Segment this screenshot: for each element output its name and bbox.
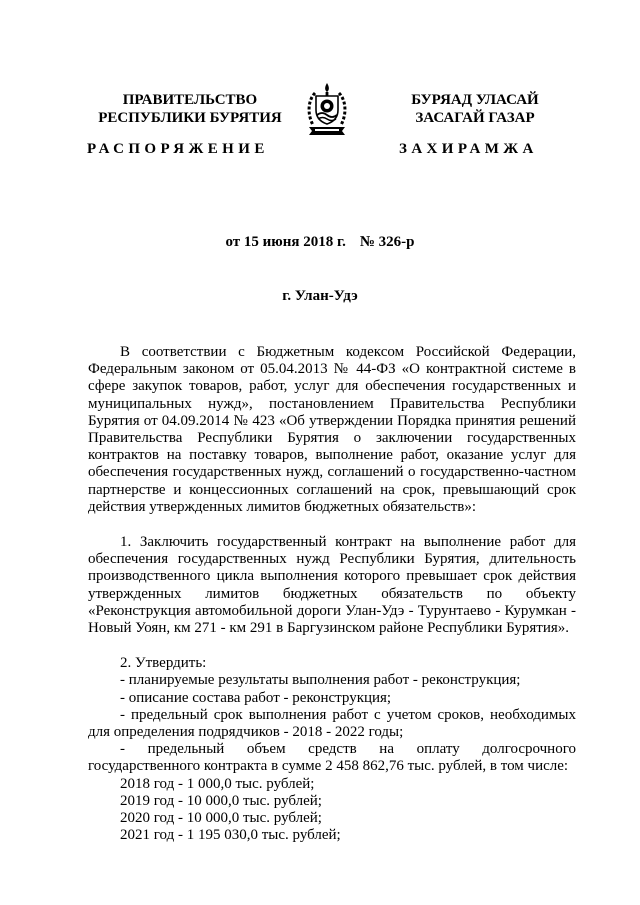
document-type-bur: ЗАХИРАМЖА [399,141,538,157]
year-2019-amount: 2019 год - 10 000,0 тыс. рублей; [120,792,322,809]
document-date-number [0,234,640,251]
government-title-bur: БУРЯАД УЛАСАЙ [411,92,539,108]
item-2-composition: - описание состава работ - реконструкция; [120,689,392,706]
item-2-volume: - предельный объем средств на оплату долгосрочного государственного контракта в сумме 2 458 862,76 тыс. рублей, в том числе: [88,741,576,775]
year-2020-amount: 2020 год - 10 000,0 тыс. рублей; [120,810,322,827]
item-1-paragraph: 1. Заключить государственный контракт на выполнение работ для обеспечения государственных нужд Республики Бурятия, длительность производственного цикла выполнения которого превышает срок действия утвержденных лимитов бюджетных обязательств по объекту «Реконструкция автомобильной дороги Улан-Удэ - Турунтаево - Курумкан - Новый Уоян, км 271 - км 291 в Баргузинском районе Республики Бурятия». [88,534,576,637]
coat-of-arms-icon [301,80,353,140]
document-body [88,344,576,844]
document-number: № 326-р [359,234,415,250]
government-title-ru: ПРАВИТЕЛЬСТВО [122,92,258,108]
document-type-ru: РАСПОРЯЖЕНИЕ [87,141,269,157]
item-2-title: 2. Утвердить: [120,655,207,672]
item-2-results: - планируемые результаты выполнения работ - реконструкция; [120,672,521,689]
document-date: от 15 июня 2018 г. [225,234,346,250]
republic-title-bur: ЗАСАГАЙ ГАЗАР [415,110,535,126]
year-2021-amount: 2021 год - 1 195 030,0 тыс. рублей; [120,827,341,844]
preamble-paragraph: В соответствии с Бюджетным кодексом Российской Федерации, Федеральным законом от 05.04.2013 № 44-ФЗ «О контрактной системе в сфере закупок товаров, работ, услуг для обеспечения государственных и муниципальных нужд», постановлением Правительства Республики Бурятия от 04.09.2014 № 423 «Об утверждении Порядка принятия решений Правительства Республики Бурятия о заключении государственных контрактов на поставку товаров, выполнение работ, оказание услуг для обеспечения государственных нужд, соглашений о государственно-частном партнерстве и концессионных соглашений на срок, превышающий срок действия утвержденных лимитов бюджетных обязательств»: [88,344,576,515]
year-2018-amount: 2018 год - 1 000,0 тыс. рублей; [120,775,315,792]
document-city: г. Улан-Удэ [282,288,358,304]
item-2-term: - предельный срок выполнения работ с учетом сроков, необходимых для определения подрядчиков - 2018 - 2022 годы; [88,706,576,741]
republic-title-ru: РЕСПУБЛИКИ БУРЯТИЯ [98,110,282,126]
